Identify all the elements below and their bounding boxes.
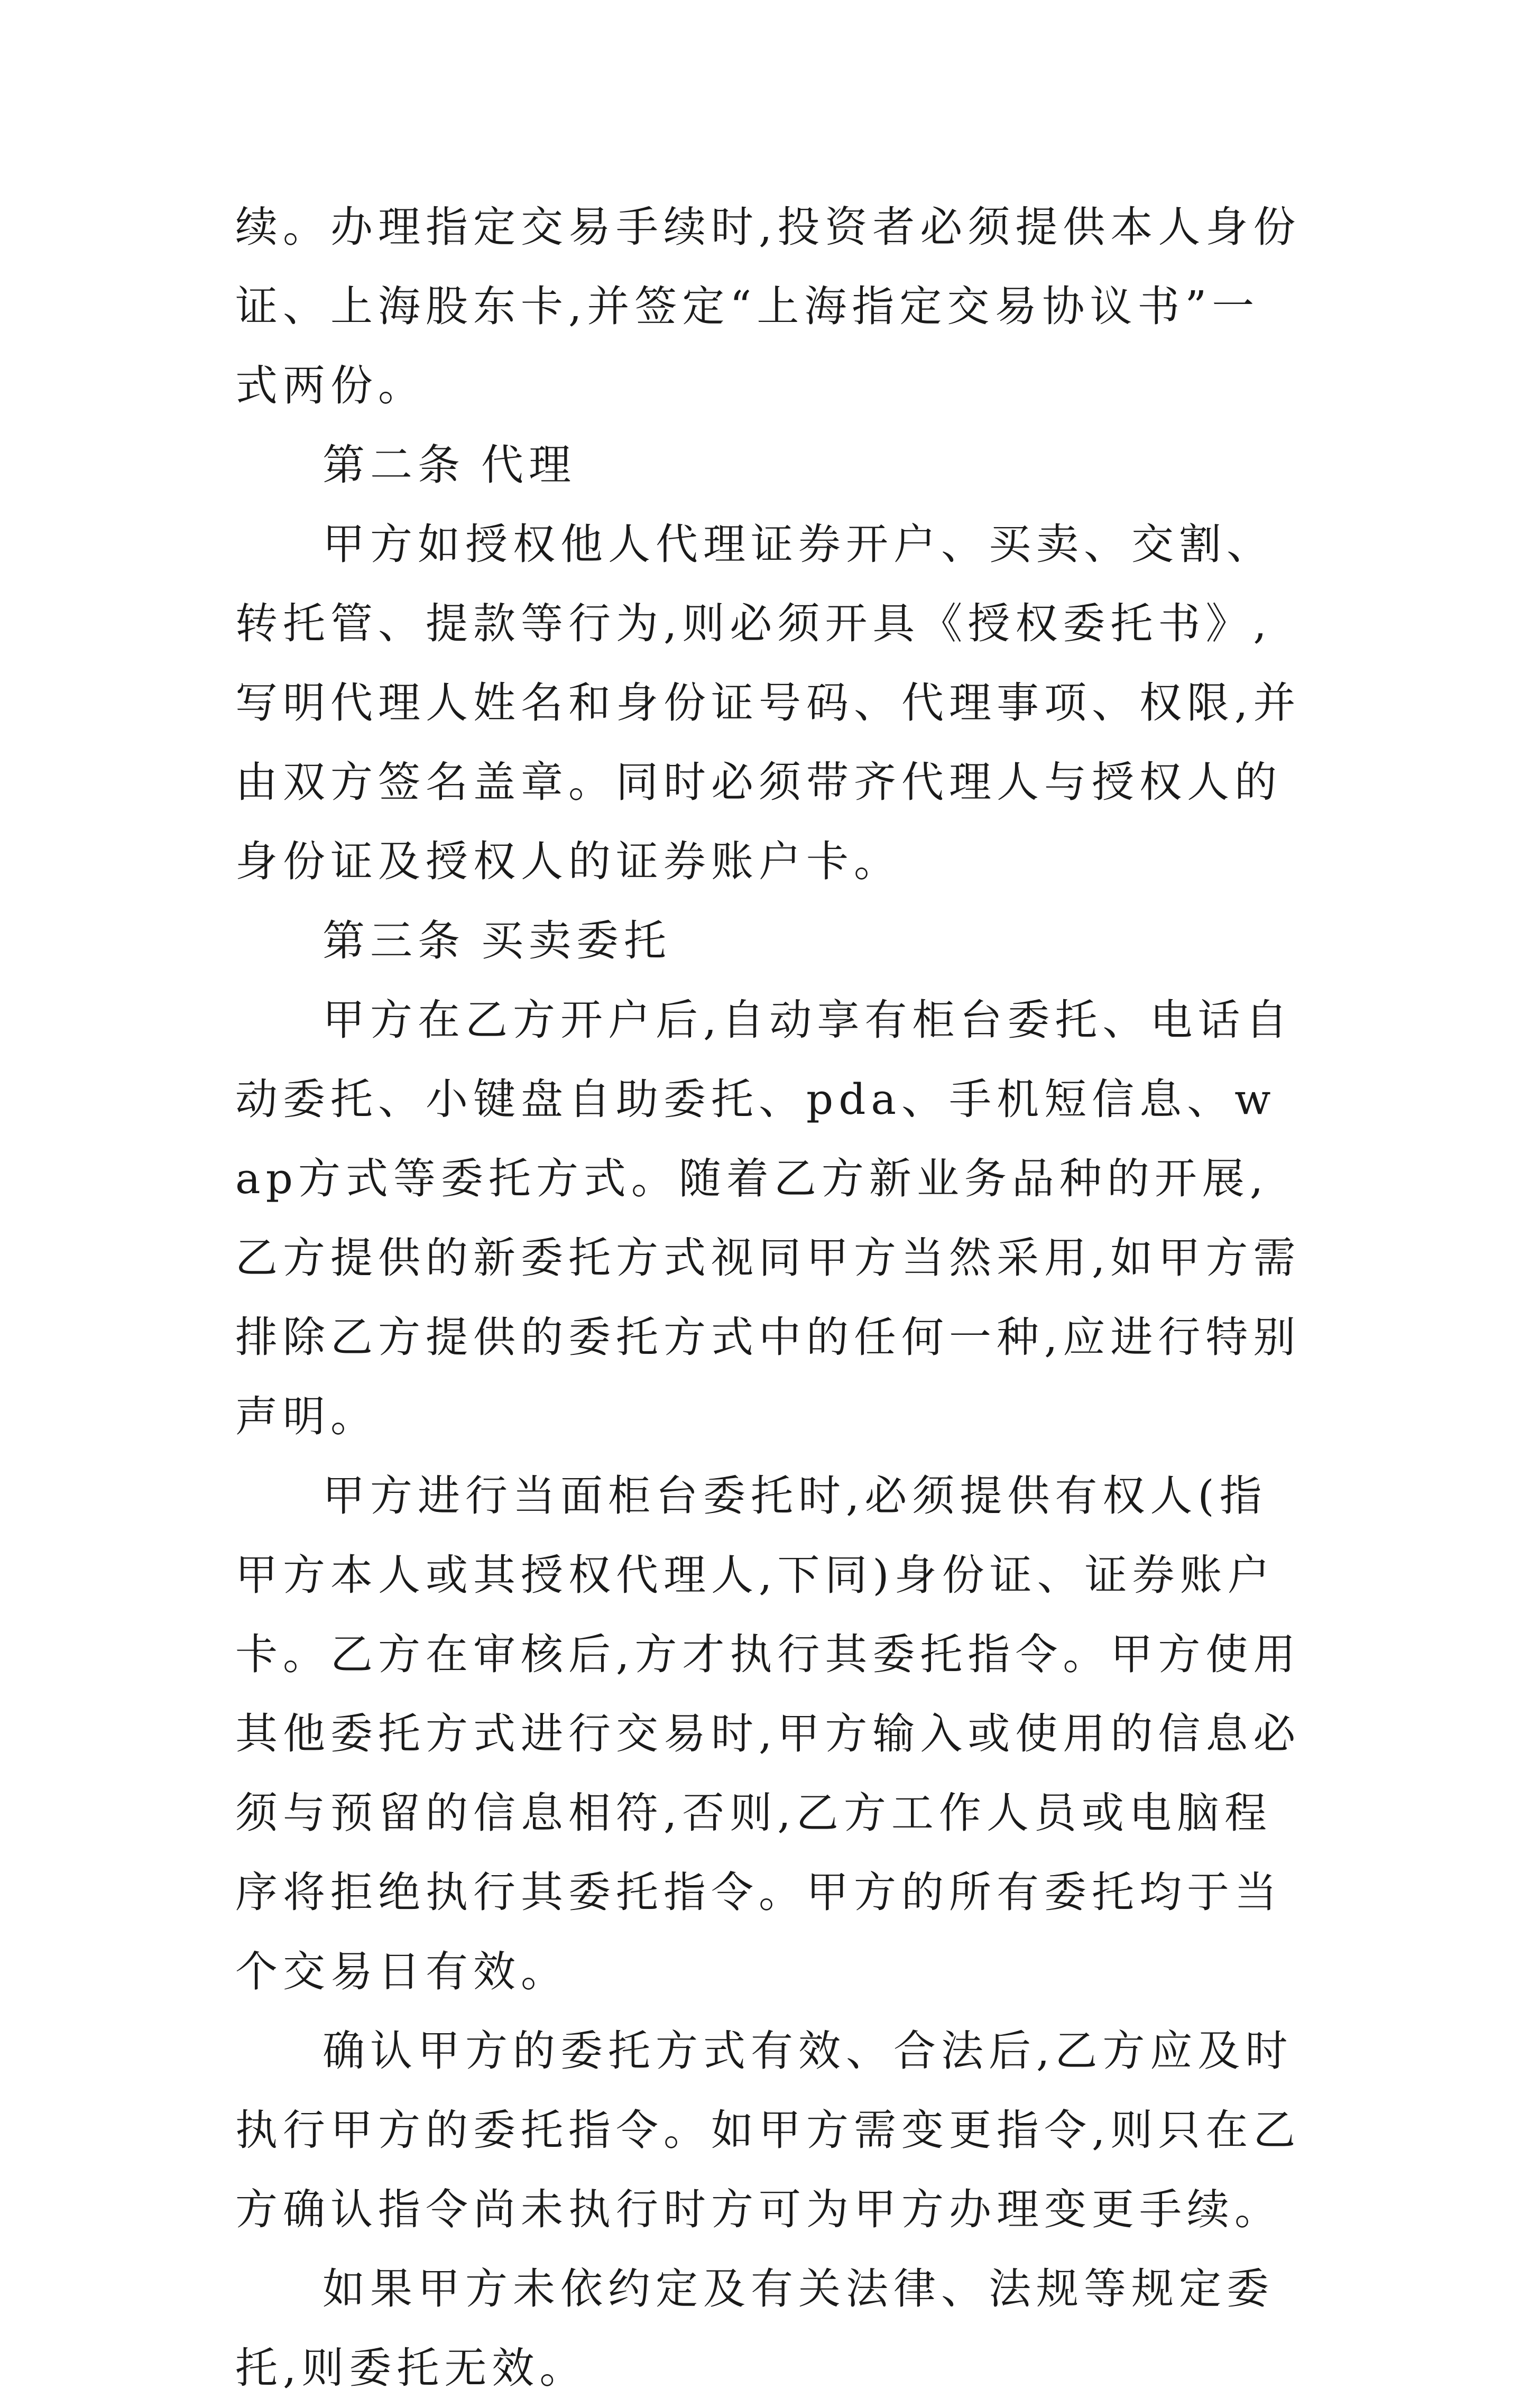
article-title: 买卖委托 [481, 916, 671, 965]
paragraph-continuation: 续。办理指定交易手续时,投资者必须提供本人身份证、上海股东卡,并签定“上海指定交易协议书”一式两份。 [235, 202, 1301, 410]
paragraph-entrust-methods: 甲方在乙方开户后,自动享有柜台委托、电话自动委托、小键盘自助委托、pda、手机短信息、wap方式等委托方式。随着乙方新业务品种的开展,乙方提供的新委托方式视同甲方当然采用,如甲方需排除乙方提供的委托方式中的任何一种,应进行特别声明。 [235, 995, 1301, 1441]
paragraph-execution: 确认甲方的委托方式有效、合法后,乙方应及时执行甲方的委托指令。如甲方需变更指令,则只在乙方确认指令尚未执行时方可为甲方办理变更手续。 [235, 2026, 1301, 2234]
article-number: 第三条 [322, 916, 465, 965]
paragraph-agency: 甲方如授权他人代理证券开户、买卖、交割、转托管、提款等行为,则必须开具《授权委托书》,写明代理人姓名和身份证号码、代理事项、权限,并由双方签名盖章。同时必须带齐代理人与授权人的身份证及授权人的证券账户卡。 [235, 520, 1301, 886]
paragraph-counter-entrust: 甲方进行当面柜台委托时,必须提供有权人(指甲方本人或其授权代理人,下同)身份证、证券账户卡。乙方在审核后,方才执行其委托指令。甲方使用其他委托方式进行交易时,甲方输入或使用的信息必须与预留的信息相符,否则,乙方工作人员或电脑程序将拒绝执行其委托指令。甲方的所有委托均于当个交易日有效。 [235, 1471, 1301, 1996]
article-number: 第二条 [322, 440, 465, 490]
article-title: 代理 [481, 440, 576, 490]
article-heading-2 [235, 426, 1306, 505]
article-heading-3 [235, 901, 1306, 981]
paragraph-invalid-entrust: 如果甲方未依约定及有关法律、法规等规定委托,则委托无效。 [235, 2264, 1274, 2393]
document-page [235, 188, 1306, 2408]
